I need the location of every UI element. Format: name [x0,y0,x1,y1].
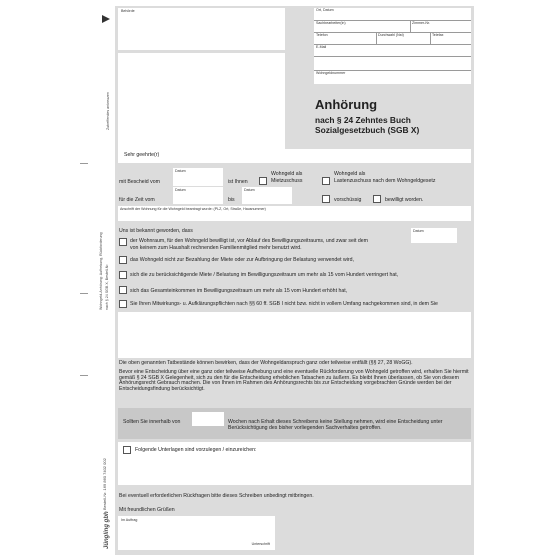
salutation-field[interactable] [118,149,471,163]
im-auftrag-label: Im Auftrag [121,518,138,522]
info-block [314,8,471,84]
email-label: E-Mail [316,45,327,49]
window-marker-icon [102,15,110,23]
page-title: Anhörung [315,97,378,112]
margin-form-note-1: Wohngeld-Anhörung: Aufhebung, Rückforderung [99,232,103,310]
condition-1-date-field[interactable] [411,228,457,243]
condition-2-text: das Wohngeld nicht zur Bezahlung der Miete oder zur Aufbringung der Belastung verwendet wird, [130,257,354,263]
bewilligt-label: bewilligt worden. [385,197,424,203]
sollten-label-1: Sollten Sie innerhalb von [123,419,181,425]
datum-label: Datum [175,169,186,173]
datum-label: Datum [244,188,255,192]
bis-label: bis [228,197,235,203]
telefon-label: Telefon [316,33,328,37]
signature-field[interactable] [118,516,275,550]
wohngeldnummer-label: Wohngeldnummer [316,71,346,75]
condition-2-checkbox[interactable] [119,256,127,264]
condition-5-checkbox[interactable] [119,300,127,308]
form-sheet [115,6,474,555]
unterlagen-label: Folgende Unterlagen sind vorzulegen / einzureichen: [135,447,257,453]
subtitle-2: Sozialgesetzbuch (SGB X) [315,125,420,135]
sollten-label-2: Wochen nach Erhalt dieses Schreibens keine Stellung nehmen, wird eine Entscheidung unter Berücksichtigung des bisher vorliegenden Sachverhaltes getroffen. [228,419,443,431]
mit-bescheid-label: mit Bescheid vom [119,179,160,185]
recipient-address-field[interactable] [118,53,285,150]
rueckfragen-text: Bei eventuell erforderlichen Rückfragen bitte dieses Schreiben unbedingt mitbringen. [119,493,314,499]
condition-3-checkbox[interactable] [119,271,127,279]
fuer-zeit-label: für die Zeit vom [119,197,155,203]
mietzuschuss-label-2: Mietzuschuss [271,178,303,184]
ort-datum-label: Ort, Datum [316,8,334,12]
zeit-von-field[interactable] [173,187,223,204]
lastenzuschuss-label-2: Lastenzuschuss nach dem Wohngeldgesetz [334,178,436,184]
fold-mark-bottom [80,375,88,376]
gruesse-text: Mit freundlichen Grüßen [119,507,175,513]
condition-1-text-a: der Wohnraum, für den Wohngeld bewilligt ist, vor Ablauf des Bewilligungszeitraums, und zwar seit dem [130,238,368,244]
frist-block [118,408,471,439]
salutation-label: Sehr geehrte(r) [124,152,160,158]
mietzuschuss-checkbox[interactable] [259,177,267,185]
anschrift-label: Anschrift der Wohnung für die Wohngeld beantragt wurde: (PLZ, Ort, Straße, Hausnummer) [120,207,266,211]
unterlagen-checkbox[interactable] [123,446,131,454]
wochen-field[interactable] [192,412,224,426]
condition-4-text: sich das Gesamteinkommen im Bewilligungszeitraum um mehr als 15 vom Hundert erhöht hat, [130,288,348,294]
subtitle-1: nach § 24 Zehntes Buch [315,115,411,125]
condition-5-explanation-field[interactable] [118,312,471,358]
telefax-label: Telefax [432,33,444,37]
sender-label: Behörde [121,9,135,13]
paragraph-2: Bevor eine Entscheidung über eine ganz oder teilweise Aufhebung und eine eventuelle Rückforderung von Wohngeld getroffen wird, erhalten Sie hiermit gemäß § 24 SGB X Gelegenheit, sich zu den für die Entscheidung erheblichen Tatsachen zu äußern. Es bleibt Ihnen überlassen, ob Sie von diesem Anhörungsrecht Gebrauch machen. Die von Ihnen im Rahmen des Anhörungsrechts bis zur Entscheidung vorgebrachten Gründe werden bei der Entscheidungsfindung berücksichtigt. [119,369,469,393]
bewilligt-checkbox[interactable] [373,195,381,203]
lastenzuschuss-label-1: Wohngeld als [334,171,366,177]
margin-brand: Jüngling gbh [104,511,110,549]
condition-1-checkbox[interactable] [119,238,127,246]
vorschuessig-label: vorschüssig [334,197,362,203]
vorschuessig-checkbox[interactable] [322,195,330,203]
fold-mark-top [80,163,88,164]
ist-ihnen-label: ist Ihnen [228,179,248,185]
zeit-bis-field[interactable] [242,187,292,204]
condition-3-text: sich die zu berücksichtigende Miete / Belastung im Bewilligungszeitraum um mehr als 15 vom Hundert verringert hat, [130,272,399,278]
unterlagen-block [118,442,471,485]
sachbearbeiter-label: Sachbearbeiter(in) [316,21,346,25]
anschrift-field[interactable] [118,206,471,221]
unterschrift-label: Unterschrift [251,542,270,547]
lastenzuschuss-checkbox[interactable] [322,177,330,185]
condition-4-checkbox[interactable] [119,286,127,294]
durchwahl-label: Durchwahl (Nst) [378,33,404,37]
margin-checkbox-note: Zutreffendes ankreuzen [106,92,110,130]
paragraph-1: Die oben genannten Tatbestände können bewirken, dass der Wohngeldanspruch ganz oder teilweise entfällt (§§ 27, 28 WoGG). [119,360,413,366]
punch-mark [80,293,88,294]
condition-5-text: Sie Ihren Mitwirkungs- u. Aufklärungspflichten nach §§ 60 ff. SGB I nicht bzw. nicht in vollem Umfang nachgekommen sind, in dem Sie [130,301,438,307]
sender-field[interactable] [118,8,285,50]
condition-1-text-b: von keinem zum Haushalt rechnenden Familienmitglied mehr benutzt wird. [130,245,302,251]
mietzuschuss-label-1: Wohngeld als [271,171,303,177]
margin-bestellnummer: Bestell-Nr. 169 860 7402 002 [102,458,107,510]
zimmer-label: Zimmer-Nr. [412,21,430,25]
datum-label: Datum [413,229,424,233]
bescheid-date-field[interactable] [173,168,223,186]
datum-label: Datum [175,188,186,192]
bekannt-label: Uns ist bekannt geworden, dass [119,228,193,234]
margin-form-note-2: nach § 24 SGB X, Bestell-Nr. [105,263,109,310]
unterlagen-input[interactable] [122,456,467,481]
